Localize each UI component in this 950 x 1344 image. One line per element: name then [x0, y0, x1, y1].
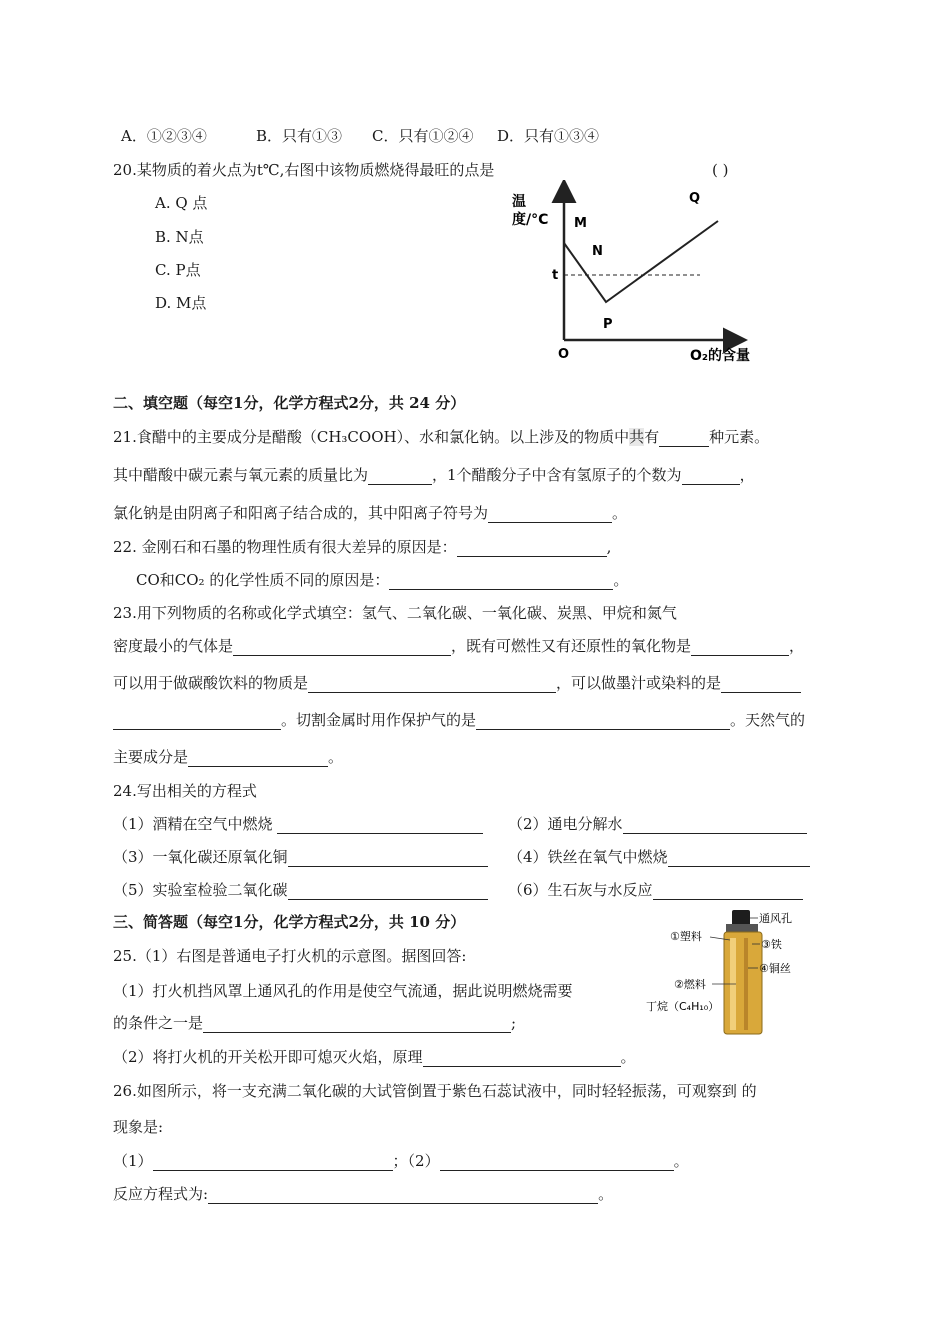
lighter-label-butane: 丁烷（C₄H₁₀）	[646, 1000, 720, 1013]
q24-item-2-text: （2）通电分解水	[508, 815, 623, 833]
q21-text-3a: 氯化钠是由阴离子和阳离子结合成的，其中阳离子符号为	[113, 504, 489, 522]
q21-blank-elements[interactable]	[659, 430, 709, 447]
lighter-label-fuel: ②燃料	[674, 978, 706, 991]
q26-line-2: 现象是:	[113, 1118, 164, 1136]
graph-label-t: t	[552, 268, 559, 283]
lighter-label-iron: ③铁	[761, 938, 782, 951]
q20-option-a: A. Q 点	[155, 194, 208, 212]
q20-stem: 20.某物质的着火点为t℃,右图中该物质燃烧得最旺的点是	[113, 161, 495, 179]
q24-item-6-text: （6）生石灰与水反应	[508, 881, 653, 899]
q23-text-2a: 密度最小的气体是	[113, 637, 234, 655]
q22-line-1	[113, 537, 611, 557]
q25-text-3a: 的条件之一是	[113, 1014, 204, 1032]
lighter-label-copper: ④铜丝	[759, 962, 791, 975]
q20-answer-paren: ( )	[712, 161, 729, 179]
q19-option-c: C．只有①②④	[372, 127, 474, 145]
q23-blank-soda[interactable]	[308, 676, 556, 693]
q23-text-3a: 可以用于做碳酸饮料的物质是	[113, 674, 309, 692]
q21-blank-mass-ratio[interactable]	[368, 468, 432, 485]
lighter-cap	[732, 910, 750, 926]
q24-item-5	[113, 880, 488, 900]
q23-text-3b: ，可以做墨汁或染料的是	[556, 674, 722, 692]
q19-option-d: D．只有①③④	[497, 127, 600, 145]
q23-blank-ink[interactable]	[721, 676, 801, 693]
graph-label-origin: O	[558, 347, 570, 362]
lighter-label-plastic: ①塑料	[670, 930, 702, 943]
q22-text-1a: 22. 金刚石和石墨的物理性质有很大差异的原因是：	[113, 538, 457, 556]
q20-option-b: B. N点	[155, 228, 204, 246]
q23-text-5b: 。	[328, 748, 344, 766]
q25-line-2: （1）打火机挡风罩上通风孔的作用是使空气流通，据此说明燃烧需要	[113, 982, 573, 1000]
section-3-title: 三、简答题（每空1分，化学方程式2分，共 10 分）	[113, 913, 466, 931]
q23-blank-reducing-oxide[interactable]	[691, 639, 789, 656]
q25-text-3b: ;	[511, 1014, 517, 1032]
q21-text-1c: 有	[644, 428, 660, 446]
graph-curve	[564, 221, 718, 302]
q24-item-3	[113, 847, 488, 867]
graph-label-q: Q	[689, 191, 701, 206]
q23-text-2c: ，	[789, 637, 805, 655]
q24-blank-1[interactable]	[277, 817, 483, 834]
graph-label-n: N	[592, 244, 603, 259]
lighter-figure	[640, 904, 810, 1039]
q21-text-1b: 共	[629, 428, 645, 446]
q23-line-5	[113, 747, 343, 767]
q21-blank-hydrogen-count[interactable]	[682, 468, 740, 485]
q24-blank-4[interactable]	[668, 850, 810, 867]
q26-text-3a: （1）	[113, 1152, 153, 1170]
q26-blank-observation-1[interactable]	[153, 1154, 393, 1171]
graph-xlabel: O₂的含量	[690, 348, 751, 364]
q23-text-5a: 主要成分是	[113, 748, 189, 766]
q23-text-4a: 。切割金属时用作保护气的是	[281, 711, 477, 729]
q25-line-1: 25.（1）右图是普通电子打火机的示意图。据图回答:	[113, 947, 467, 965]
q23-line-2	[113, 636, 804, 656]
q24-blank-6[interactable]	[653, 883, 803, 900]
q23-text-2b: ，既有可燃性又有还原性的氧化物是	[451, 637, 692, 655]
q20-option-c: C. P点	[155, 261, 201, 279]
q22-text-2a: CO和CO₂ 的化学性质不同的原因是：	[136, 571, 390, 589]
q21-line-1	[113, 427, 769, 447]
q24-item-3-text: （3）一氧化碳还原氧化铜	[113, 848, 288, 866]
graph-ylabel-1: 温	[512, 194, 526, 210]
q24-blank-3[interactable]	[288, 850, 488, 867]
q26-text-3b: ；（2）	[392, 1152, 440, 1170]
q19-option-b: B．只有①③	[256, 127, 343, 145]
q21-line-3	[113, 503, 627, 523]
q21-text-1a: 21.食醋中的主要成分是醋酸（CH₃COOH）、水和氯化钠。以上涉及的物质中	[113, 428, 630, 446]
q26-line-4	[113, 1184, 613, 1204]
q21-line-2	[113, 465, 755, 485]
q26-text-4a: 反应方程式为:	[113, 1185, 209, 1203]
q24-item-4	[508, 847, 810, 867]
lighter-body	[724, 932, 762, 1034]
q24-blank-2[interactable]	[623, 817, 807, 834]
q19-option-a: A．①②③④	[121, 127, 207, 145]
q24-item-6	[508, 880, 803, 900]
q25-line-4	[113, 1047, 636, 1067]
q25-text-4b: 。	[620, 1048, 636, 1066]
q24-item-1-text: （1）酒精在空气中燃烧	[113, 815, 273, 833]
q25-blank-condition[interactable]	[203, 1016, 511, 1033]
q25-blank-principle[interactable]	[423, 1050, 621, 1067]
q21-text-1d: 种元素。	[709, 428, 770, 446]
q24-item-4-text: （4）铁丝在氧气中燃烧	[508, 848, 668, 866]
graph-label-m: M	[574, 216, 587, 231]
q24-title: 24.写出相关的方程式	[113, 782, 257, 800]
graph-label-p: P	[603, 317, 613, 332]
lighter-wick	[744, 938, 748, 1030]
q24-blank-5[interactable]	[288, 883, 488, 900]
q23-text-4b: 。天然气的	[730, 711, 806, 729]
q25-line-3	[113, 1013, 516, 1033]
q21-text-2c: ，	[739, 466, 755, 484]
q24-item-5-text: （5）实验室检验二氧化碳	[113, 881, 288, 899]
q20-temperature-graph	[500, 180, 770, 370]
q23-line-4	[113, 710, 805, 730]
q23-blank-least-dense[interactable]	[233, 639, 451, 656]
q23-line-1: 23.用下列物质的名称或化学式填空：氢气、二氧化碳、一氧化碳、炭黑、甲烷和氮气	[113, 604, 677, 622]
q23-blank-ink-cont[interactable]	[113, 713, 281, 730]
q26-blank-observation-2[interactable]	[440, 1154, 674, 1171]
q22-text-1b: ,	[606, 538, 612, 556]
q26-text-4b: 。	[598, 1185, 614, 1203]
q20-option-d: D. M点	[155, 294, 207, 312]
lighter-label-vent: 通风孔	[759, 912, 792, 925]
q22-line-2	[136, 570, 628, 590]
q22-blank-physical[interactable]	[457, 540, 607, 557]
q23-blank-protective-gas[interactable]	[476, 713, 730, 730]
q25-text-4a: （2）将打火机的开关松开即可熄灭火焰，原理	[113, 1048, 423, 1066]
q23-line-3	[113, 673, 801, 693]
q21-text-2b: ，1个醋酸分子中含有氢原子的个数为	[432, 466, 682, 484]
q26-line-1: 26.如图所示，将一支充满二氧化碳的大试管倒置于紫色石蕊试液中，同时轻轻振荡，可观察到 的	[113, 1082, 757, 1100]
q24-item-1	[113, 814, 483, 834]
q21-blank-cation[interactable]	[488, 506, 612, 523]
q26-blank-equation[interactable]	[208, 1187, 598, 1204]
q24-item-2	[508, 814, 807, 834]
q26-line-3	[113, 1151, 689, 1171]
q21-text-3b: 。	[612, 504, 628, 522]
q22-text-2b: 。	[613, 571, 629, 589]
q21-text-2a: 其中醋酸中碳元素与氧元素的质量比为	[113, 466, 369, 484]
q26-text-3c: 。	[673, 1152, 689, 1170]
section-2-title: 二、填空题（每空1分，化学方程式2分，共 24 分）	[113, 394, 466, 412]
graph-ylabel-2: 度/°C	[512, 212, 549, 228]
q23-blank-natural-gas[interactable]	[188, 750, 328, 767]
q22-blank-chemical[interactable]	[389, 573, 613, 590]
